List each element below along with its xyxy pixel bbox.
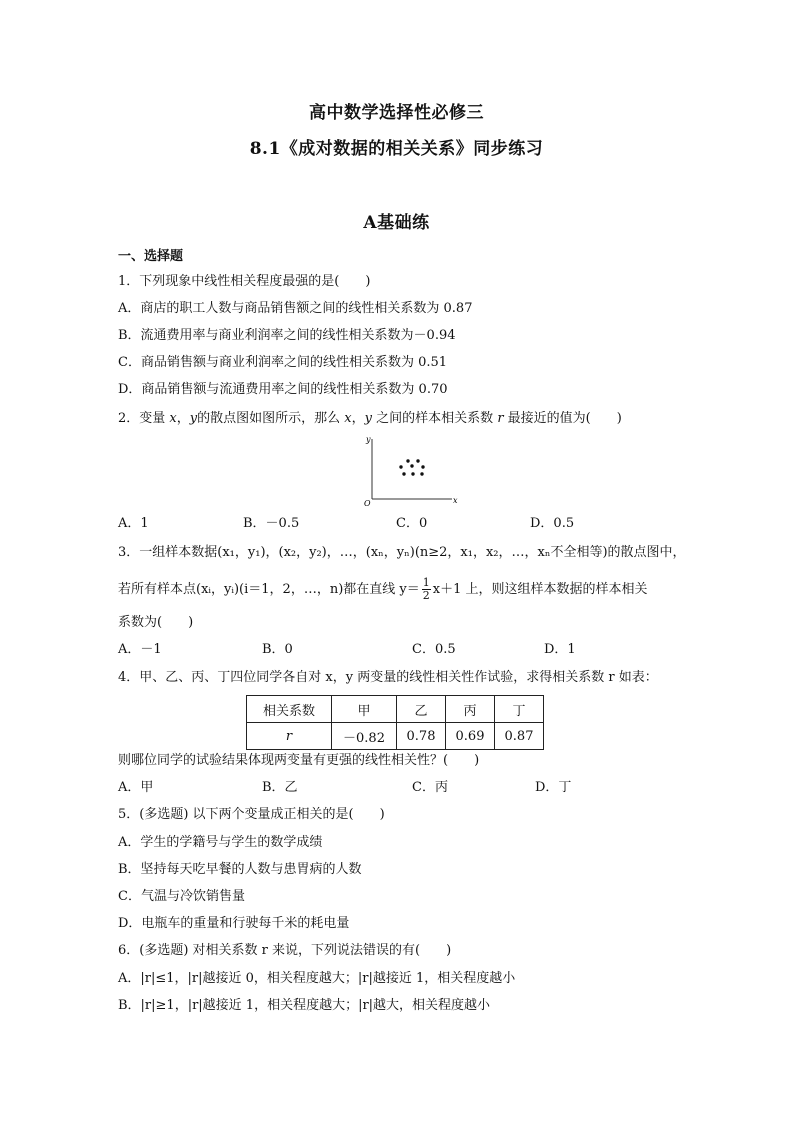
var-x: x (169, 411, 177, 426)
q3-line-3: 系数为( ) (118, 615, 194, 630)
q1-option-b: B．流通费用率与商业利润率之间的线性相关系数为－0.94 (118, 328, 456, 343)
q3-line-2-part: 若所有样本点(xᵢ，yᵢ)(i＝1，2，…，n)都在直线 y＝ (118, 582, 420, 597)
table-header-cell: 乙 (397, 696, 446, 723)
var-x: x (344, 411, 352, 426)
table-cell: －0.82 (332, 723, 397, 750)
table-cell: 0.87 (495, 723, 544, 750)
scatter-point (420, 472, 423, 475)
q2-option-c: C．0 (396, 516, 428, 531)
table-cell: r (247, 723, 332, 750)
q6-stem: 6．(多选题) 对相关系数 r 来说，下列说法错误的有( ) (118, 943, 452, 958)
var-y: y (189, 411, 198, 426)
scatter-point (402, 472, 405, 475)
var-y: y (364, 411, 373, 426)
separator: ， (176, 411, 190, 426)
table-header-cell: 丁 (495, 696, 544, 723)
q2-stem-part: 的散点图如图所示，那么 (197, 411, 341, 426)
q3-line-2 (118, 577, 648, 602)
q2-stem (118, 410, 622, 428)
q4-option-c: C．丙 (412, 780, 448, 795)
q4-option-a: A．甲 (118, 780, 154, 795)
q5-option-c: C．气温与冷饮销售量 (118, 889, 245, 904)
q1-stem: 1．下列现象中线性相关程度最强的是( ) (118, 274, 371, 289)
correlation-table (246, 695, 544, 750)
q6-option-a: A．|r|≤1，|r|越接近 0，相关程度越大；|r|越接近 1，相关程度越小 (118, 971, 516, 986)
q4-option-d: D．丁 (535, 780, 572, 795)
q5-stem: 5．(多选题) 以下两个变量成正相关的是( ) (118, 807, 385, 822)
q2-option-b: B．－0.5 (243, 516, 300, 531)
q2-option-d: D．0.5 (530, 516, 575, 531)
table-cell: 0.69 (446, 723, 495, 750)
q4-stem: 4．甲、乙、丙、丁四位同学各自对 x，y 两变量的线性相关性作试验，求得相关系数 r 如表： (118, 670, 658, 685)
y-axis-label: y (366, 435, 371, 444)
scatter-point (416, 459, 419, 462)
part-heading: 一、选择题 (118, 249, 184, 264)
table-header-cell: 丙 (446, 696, 495, 723)
q2-option-a: A．1 (118, 516, 149, 531)
q5-option-d: D．电瓶车的重量和行驶每千米的耗电量 (118, 916, 350, 931)
q5-option-b: B．坚持每天吃早餐的人数与患胃病的人数 (118, 862, 362, 877)
q2-stem-part: 之间的样本相关系数 (376, 411, 494, 426)
q3-option-d: D．1 (544, 642, 576, 657)
table-header-cell: 相关系数 (247, 696, 332, 723)
q5-option-a: A．学生的学籍号与学生的数学成绩 (118, 835, 323, 850)
q1-option-c: C．商品销售额与商业利润率之间的线性相关系数为 0.51 (118, 355, 448, 370)
fraction-numerator: 1 (422, 576, 430, 589)
var-r: r (497, 411, 504, 426)
q1-option-d: D．商品销售额与流通费用率之间的线性相关系数为 0.70 (118, 382, 448, 397)
fraction-one-half (422, 577, 431, 602)
x-axis-label: x (453, 496, 458, 505)
q3-line-2-part: x＋1 上，则这组样本数据的样本相关 (432, 582, 648, 597)
origin-label: O (364, 499, 371, 508)
q4-followup: 则哪位同学的试验结果体现两变量有更强的线性相关性？( ) (118, 753, 480, 768)
scatter-point (406, 459, 409, 462)
q3-option-a: A．－1 (118, 642, 162, 657)
separator: ， (351, 411, 365, 426)
q2-stem-part: 2．变量 (118, 411, 166, 426)
table-cell: 0.78 (397, 723, 446, 750)
table-header-cell: 甲 (332, 696, 397, 723)
q3-line-1: 3．一组样本数据(x₁，y₁)，(x₂，y₂)，…，(xₙ，yₙ)(n≥2，x₁，x₂，…，xₙ不全相等)的散点图中， (118, 545, 686, 560)
q4-option-b: B．乙 (262, 780, 298, 795)
q2-stem-part: 最接近的值为( ) (507, 411, 622, 426)
table-header-row (247, 696, 544, 723)
doc-title: 高中数学选择性必修三 (309, 103, 484, 123)
q6-option-b: B．|r|≥1，|r|越接近 1，相关程度越大；|r|越大，相关程度越小 (118, 998, 491, 1013)
scatter-point (421, 465, 424, 468)
q3-option-b: B．0 (262, 642, 293, 657)
scatter-point (399, 465, 402, 468)
section-heading: A基础练 (363, 213, 430, 233)
q1-option-a: A．商店的职工人数与商品销售额之间的线性相关系数为 0.87 (118, 301, 473, 316)
table-row (247, 723, 544, 750)
scatter-point (410, 464, 413, 467)
scatter-plot-figure (356, 433, 460, 509)
scatter-point (411, 472, 414, 475)
fraction-denominator: 2 (422, 589, 430, 602)
doc-subtitle: 8.1《成对数据的相关关系》同步练习 (249, 139, 544, 159)
q3-option-c: C．0.5 (412, 642, 456, 657)
